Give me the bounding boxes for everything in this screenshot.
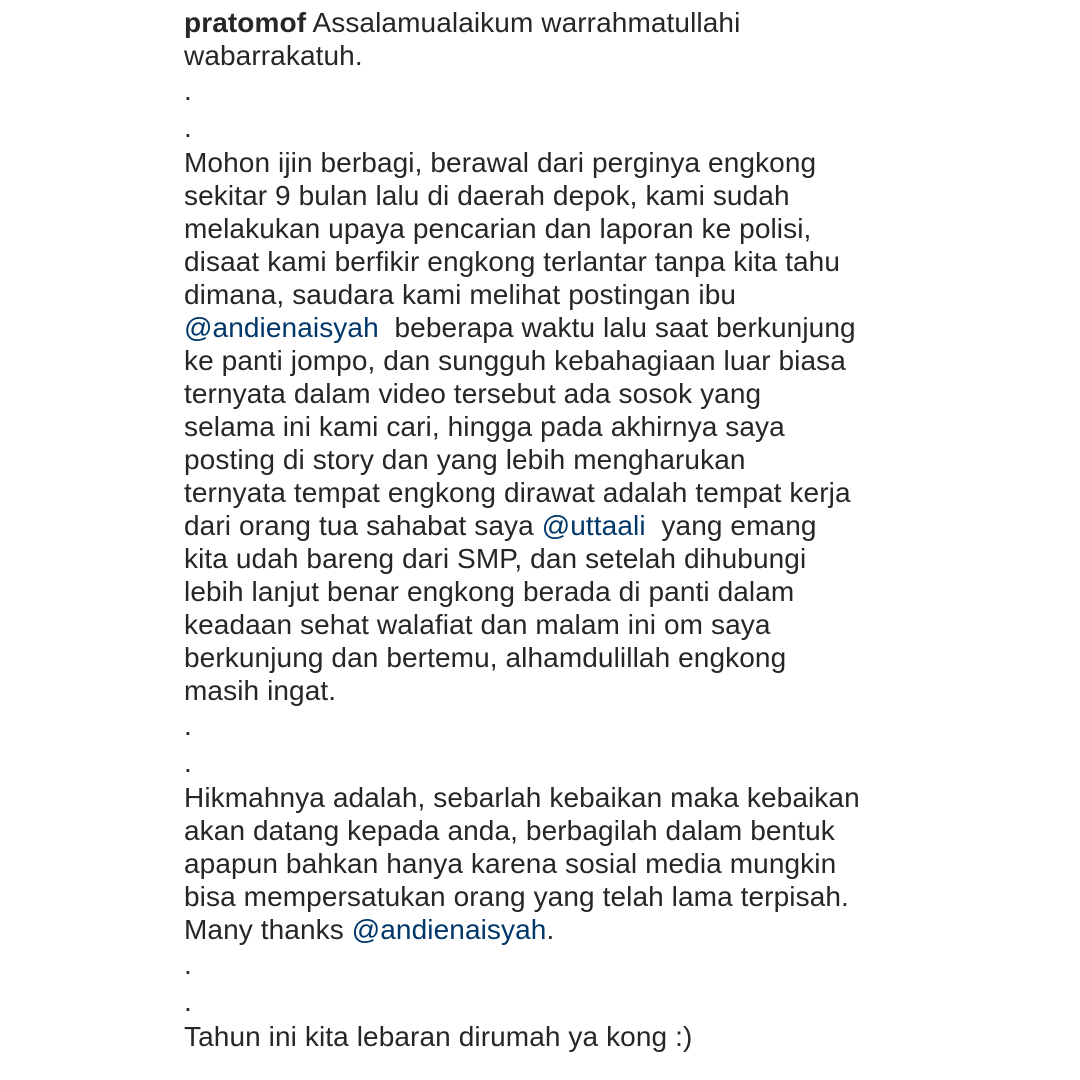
caption-line: sekitar 9 bulan lalu di daerah depok, kami sudah	[184, 180, 790, 211]
caption-line: Mohon ijin berbagi, berawal dari perginya engkong	[184, 147, 817, 178]
caption-line	[184, 913, 924, 946]
separator-dot: .	[184, 710, 192, 741]
caption-line: apapun bahkan hanya karena sosial media mungkin	[184, 848, 837, 879]
mention-uttaali[interactable]: @uttaali	[541, 510, 646, 541]
caption-line: ternyata dalam video tersebut ada sosok yang	[184, 378, 762, 409]
caption-line: ternyata tempat engkong dirawat adalah tempat kerja	[184, 477, 851, 508]
caption-line: ke panti jompo, dan sungguh kebahagiaan luar biasa	[184, 345, 846, 376]
caption-line: akan datang kepada anda, berbagilah dalam bentuk	[184, 815, 835, 846]
caption-header-line	[184, 6, 924, 39]
caption-line: berkunjung dan bertemu, alhamdulillah engkong	[184, 642, 787, 673]
separator-dot: .	[184, 986, 192, 1017]
separator-dot: .	[184, 112, 192, 143]
caption-line: kita udah bareng dari SMP, dan setelah dihubungi	[184, 543, 807, 574]
greeting-text: Assalamualaikum warrahmatullahi	[306, 7, 741, 38]
separator-dot: .	[184, 949, 192, 980]
caption-line: Hikmahnya adalah, sebarlah kebaikan maka kebaikan	[184, 782, 860, 813]
caption-line: disaat kami berfikir engkong terlantar tanpa kita tahu	[184, 246, 840, 277]
caption-line: keadaan sehat walafiat dan malam ini om saya	[184, 609, 771, 640]
caption-line	[184, 311, 924, 344]
caption-line: masih ingat.	[184, 675, 337, 706]
caption-line: melakukan upaya pencarian dan laporan ke polisi,	[184, 213, 812, 244]
separator-dot: .	[184, 75, 192, 106]
caption-text: beberapa waktu lalu saat berkunjung	[378, 312, 856, 343]
caption-line: dimana, saudara kami melihat postingan ibu	[184, 279, 737, 310]
greeting-text-cont: wabarrakatuh.	[184, 40, 363, 71]
post-caption	[184, 6, 924, 1053]
caption-line	[184, 509, 924, 542]
caption-line: Tahun ini kita lebaran dirumah ya kong :)	[184, 1021, 693, 1052]
caption-line: selama ini kami cari, hingga pada akhirnya saya	[184, 411, 785, 442]
caption-text: dari orang tua sahabat saya	[184, 510, 542, 541]
caption-line: posting di story dan yang lebih mengharukan	[184, 444, 746, 475]
separator-dot: .	[184, 747, 192, 778]
mention-andienaisyah[interactable]: @andienaisyah	[184, 312, 379, 343]
caption-text: .	[546, 914, 555, 945]
username-link[interactable]: pratomof	[184, 7, 307, 38]
caption-text: yang emang	[645, 510, 817, 541]
caption-text: Many thanks	[184, 914, 352, 945]
mention-andienaisyah[interactable]: @andienaisyah	[351, 914, 547, 945]
caption-line: lebih lanjut benar engkong berada di panti dalam	[184, 576, 795, 607]
caption-line: bisa mempersatukan orang yang telah lama terpisah.	[184, 881, 849, 912]
